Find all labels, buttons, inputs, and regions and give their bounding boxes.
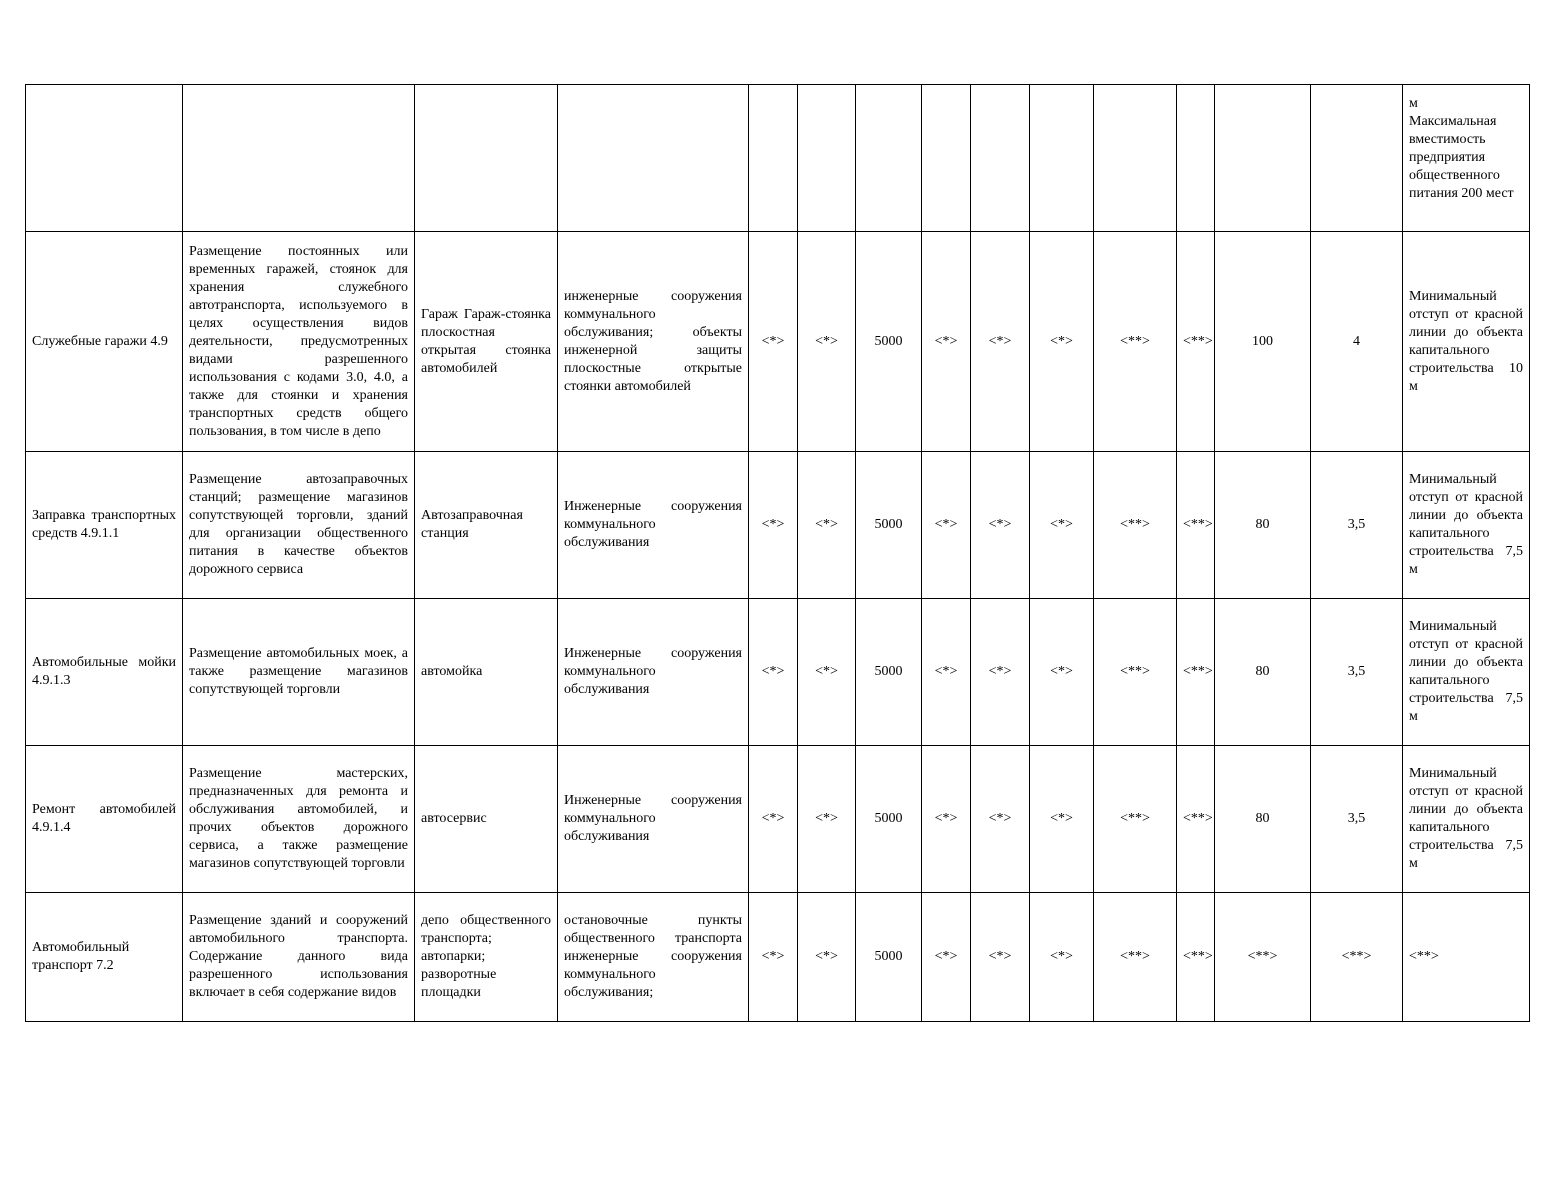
use-description-cell: Размещение постоянных или временных гаражей, стоянок для хранения служебного автотранспорта, используемого в целях осуществления видов деятельности, предусмотренных видами разрешенного использования с кодами 3.0, 4.0, а также для стоянки и хранения транспортных средств общего пользования, в том числе в депо (183, 232, 415, 452)
param-cell: <*> (798, 893, 856, 1022)
main-objects-cell: автомойка (415, 599, 558, 746)
param-cell: <*> (749, 746, 798, 893)
main-objects-cell: Гараж Гараж-стоянка плоскостная открытая стоянка автомобилей (415, 232, 558, 452)
restrictions-note-cell: Минимальный отступ от красной линии до объекта капитального строительства 7,5 м (1403, 599, 1530, 746)
table-row (26, 452, 1530, 599)
param-cell (1215, 85, 1311, 232)
table-body (26, 85, 1530, 1022)
param-cell: <*> (1030, 746, 1094, 893)
param-cell: <*> (971, 232, 1030, 452)
param-cell: <**> (1177, 893, 1215, 1022)
param-cell: <*> (798, 232, 856, 452)
param-cell: <*> (798, 746, 856, 893)
param-cell: <**> (1094, 452, 1177, 599)
param-cell (1177, 85, 1215, 232)
auxiliary-objects-cell: инженерные сооружения коммунального обслуживания; объекты инженерной защиты плоскостные открытые стоянки автомобилей (558, 232, 749, 452)
auxiliary-objects-cell (558, 85, 749, 232)
param-cell: 100 (1215, 232, 1311, 452)
param-cell: 5000 (856, 232, 922, 452)
param-cell: <*> (971, 746, 1030, 893)
use-description-cell: Размещение мастерских, предназначенных для ремонта и обслуживания автомобилей, и прочих объектов дорожного сервиса, а также размещение магазинов сопутствующей торговли (183, 746, 415, 893)
param-cell: <*> (798, 452, 856, 599)
use-type-cell: Заправка транспортных средств 4.9.1.1 (26, 452, 183, 599)
param-cell: 80 (1215, 746, 1311, 893)
param-cell (798, 85, 856, 232)
param-cell (749, 85, 798, 232)
table-row (26, 85, 1530, 232)
use-type-cell: Ремонт автомобилей 4.9.1.4 (26, 746, 183, 893)
param-cell: <*> (749, 893, 798, 1022)
param-cell: <*> (971, 599, 1030, 746)
param-cell: <*> (749, 452, 798, 599)
auxiliary-objects-cell: остановочные пункты общественного транспорта инженерные сооружения коммунального обслуживания; (558, 893, 749, 1022)
param-cell (971, 85, 1030, 232)
param-cell: <**> (1094, 746, 1177, 893)
restrictions-note-cell: м Максимальная вместимость предприятия общественного питания 200 мест (1403, 85, 1530, 232)
param-cell: 5000 (856, 599, 922, 746)
param-cell: <*> (1030, 599, 1094, 746)
restrictions-note-cell: Минимальный отступ от красной линии до объекта капитального строительства 7,5 м (1403, 746, 1530, 893)
param-cell: <*> (798, 599, 856, 746)
main-objects-cell (415, 85, 558, 232)
param-cell: 3,5 (1311, 452, 1403, 599)
restrictions-note-cell: Минимальный отступ от красной линии до объекта капитального строительства 7,5 м (1403, 452, 1530, 599)
table-row (26, 232, 1530, 452)
auxiliary-objects-cell: Инженерные сооружения коммунального обслуживания (558, 599, 749, 746)
param-cell: 4 (1311, 232, 1403, 452)
param-cell: <**> (1311, 893, 1403, 1022)
main-objects-cell: депо общественного транспорта; автопарки; разворотные площадки (415, 893, 558, 1022)
param-cell: <*> (922, 746, 971, 893)
param-cell: <*> (749, 232, 798, 452)
restrictions-note-cell: <**> (1403, 893, 1530, 1022)
param-cell: <**> (1177, 746, 1215, 893)
auxiliary-objects-cell: Инженерные сооружения коммунального обслуживания (558, 746, 749, 893)
auxiliary-objects-cell: Инженерные сооружения коммунального обслуживания (558, 452, 749, 599)
use-description-cell: Размещение автомобильных моек, а также размещение магазинов сопутствующей торговли (183, 599, 415, 746)
use-description-cell (183, 85, 415, 232)
param-cell: <*> (971, 452, 1030, 599)
param-cell: <*> (1030, 452, 1094, 599)
param-cell: <**> (1177, 452, 1215, 599)
param-cell: <**> (1094, 599, 1177, 746)
param-cell: <*> (922, 599, 971, 746)
table-row (26, 893, 1530, 1022)
param-cell: <**> (1177, 232, 1215, 452)
use-type-cell: Автомобильный транспорт 7.2 (26, 893, 183, 1022)
param-cell: <*> (922, 893, 971, 1022)
use-type-cell (26, 85, 183, 232)
restrictions-note-cell: Минимальный отступ от красной линии до объекта капитального строительства 10 м (1403, 232, 1530, 452)
param-cell: 80 (1215, 452, 1311, 599)
param-cell: <*> (1030, 232, 1094, 452)
param-cell: <**> (1094, 232, 1177, 452)
param-cell (1311, 85, 1403, 232)
zoning-regulations-table (25, 84, 1530, 1022)
param-cell: <*> (971, 893, 1030, 1022)
param-cell (856, 85, 922, 232)
use-type-cell: Служебные гаражи 4.9 (26, 232, 183, 452)
use-description-cell: Размещение автозаправочных станций; размещение магазинов сопутствующей торговли, зданий для организации общественного питания в качестве объектов дорожного сервиса (183, 452, 415, 599)
param-cell: 3,5 (1311, 599, 1403, 746)
use-type-cell: Автомобильные мойки 4.9.1.3 (26, 599, 183, 746)
use-description-cell: Размещение зданий и сооружений автомобильного транспорта. Содержание данного вида разрешенного использования включает в себя содержание видов (183, 893, 415, 1022)
param-cell: 3,5 (1311, 746, 1403, 893)
param-cell: <*> (922, 232, 971, 452)
main-objects-cell: автосервис (415, 746, 558, 893)
param-cell: 5000 (856, 746, 922, 893)
table-row (26, 599, 1530, 746)
param-cell (1030, 85, 1094, 232)
param-cell: <**> (1215, 893, 1311, 1022)
param-cell: <*> (749, 599, 798, 746)
table-row (26, 746, 1530, 893)
param-cell (922, 85, 971, 232)
main-objects-cell: Автозаправочная станция (415, 452, 558, 599)
param-cell: 5000 (856, 452, 922, 599)
param-cell: 5000 (856, 893, 922, 1022)
param-cell: 80 (1215, 599, 1311, 746)
param-cell (1094, 85, 1177, 232)
param-cell: <**> (1177, 599, 1215, 746)
param-cell: <**> (1094, 893, 1177, 1022)
param-cell: <*> (1030, 893, 1094, 1022)
param-cell: <*> (922, 452, 971, 599)
